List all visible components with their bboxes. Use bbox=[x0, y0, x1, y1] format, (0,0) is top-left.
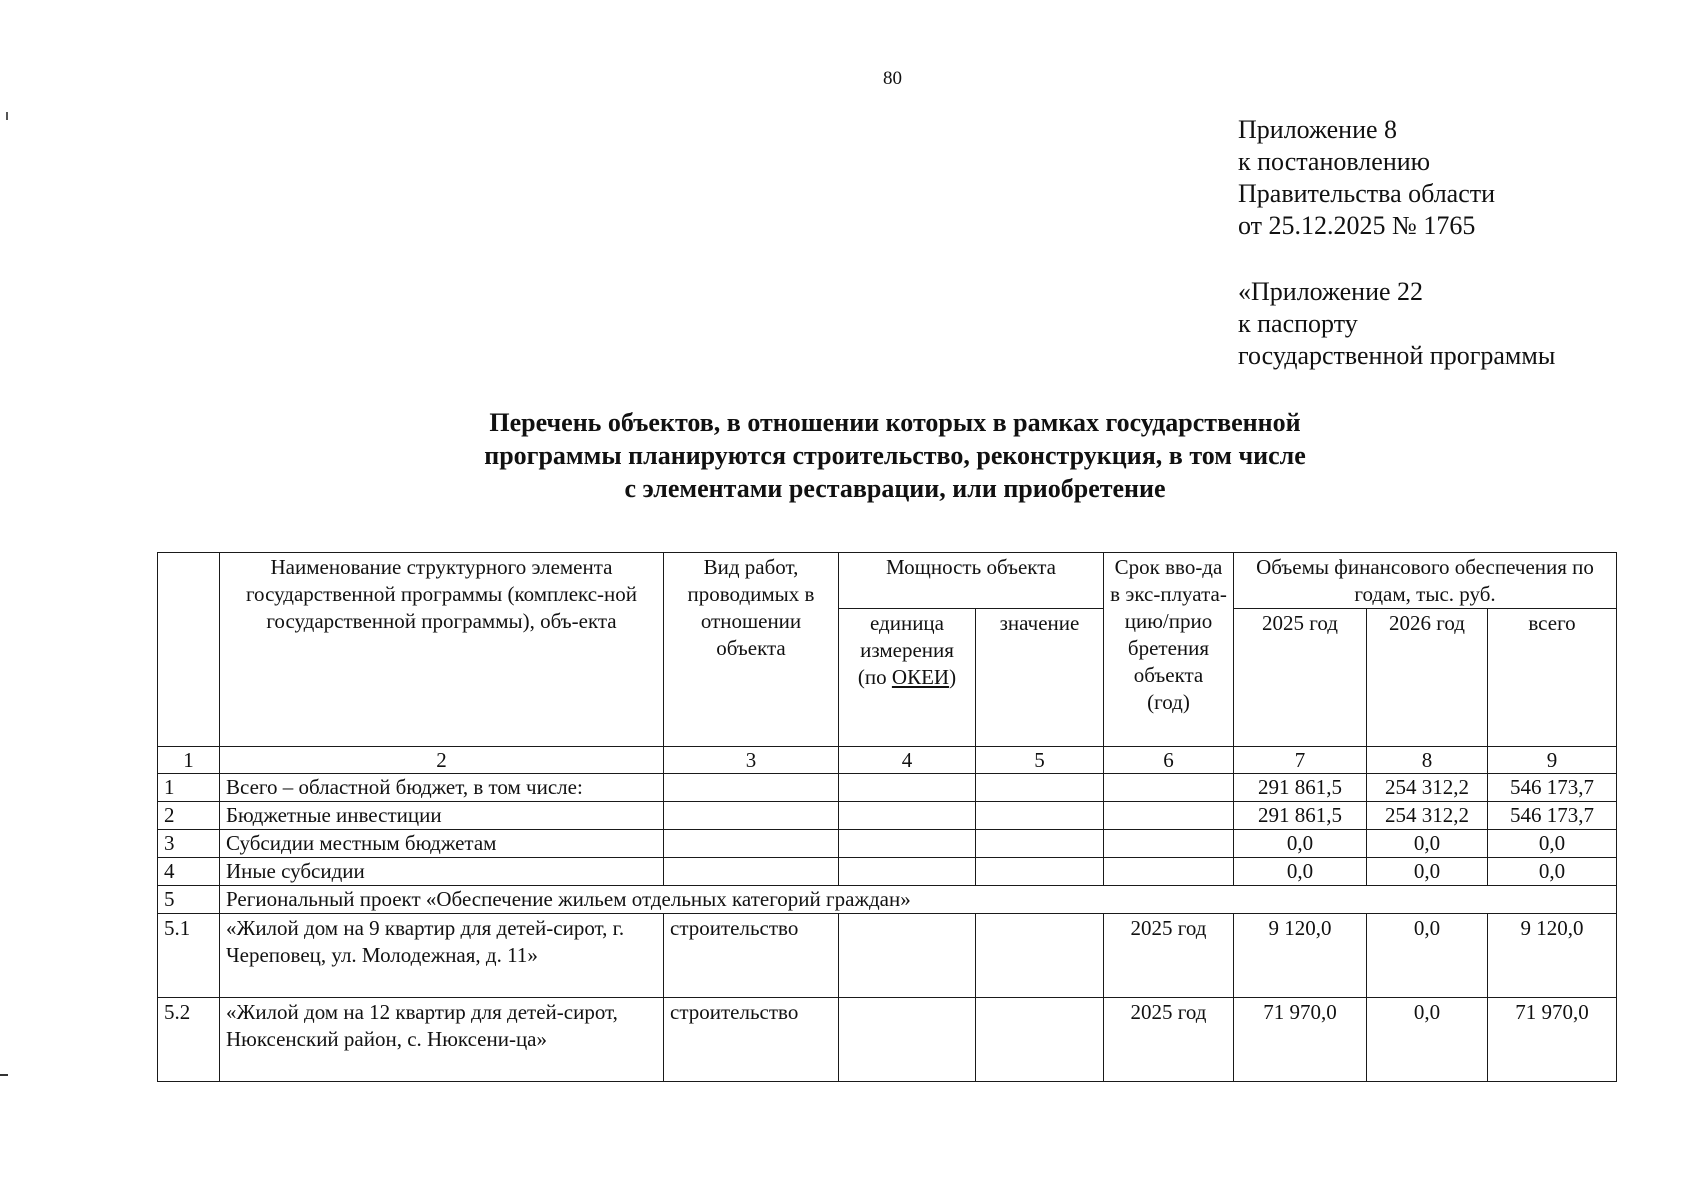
appendix-8-line: к постановлению bbox=[1238, 147, 1431, 176]
row-work bbox=[664, 802, 839, 830]
header-name: Наименование структурного элемента государственной программы (комплекс-ной государственной программы), объ-екта bbox=[220, 553, 664, 747]
row-2026: 254 312,2 bbox=[1367, 774, 1488, 802]
title-line: программы планируются строительство, реконструкция, в том числе bbox=[484, 441, 1306, 470]
header-row bbox=[158, 553, 1617, 609]
row-number: 4 bbox=[158, 858, 220, 886]
object-unit bbox=[839, 998, 976, 1082]
row-total: 546 173,7 bbox=[1488, 802, 1617, 830]
object-unit bbox=[839, 914, 976, 998]
row-value bbox=[976, 830, 1104, 858]
object-row bbox=[158, 998, 1617, 1082]
title-line: с элементами реставрации, или приобретение bbox=[624, 474, 1166, 503]
header-work-type: Вид работ, проводимых в отношении объекта bbox=[664, 553, 839, 747]
row-unit bbox=[839, 830, 976, 858]
appendix-8-date-line: от 25.12.2025 № 1765 bbox=[1238, 211, 1476, 240]
column-number: 3 bbox=[664, 747, 839, 774]
appendix-8-line: Правительства области bbox=[1238, 179, 1496, 208]
object-number: 5.1 bbox=[158, 914, 220, 998]
header-term: Срок вво-да в экс-плуата-цию/прио бретения объекта (год) bbox=[1104, 553, 1234, 747]
header-value: значение bbox=[976, 609, 1104, 747]
row-2025: 291 861,5 bbox=[1234, 802, 1367, 830]
column-number: 2 bbox=[220, 747, 664, 774]
row-total: 0,0 bbox=[1488, 830, 1617, 858]
column-number: 8 bbox=[1367, 747, 1488, 774]
object-value bbox=[976, 998, 1104, 1082]
object-name: «Жилой дом на 12 квартир для детей-сирот, Нюксенский район, с. Нюксени-ца» bbox=[220, 998, 664, 1082]
column-number: 9 bbox=[1488, 747, 1617, 774]
appendix-22-line: государственной программы bbox=[1238, 341, 1556, 370]
section-name: Региональный проект «Обеспечение жильем отдельных категорий граждан» bbox=[220, 886, 1617, 914]
object-row bbox=[158, 914, 1617, 998]
appendix-8-block bbox=[1238, 114, 1495, 242]
row-total: 546 173,7 bbox=[1488, 774, 1617, 802]
row-name: Всего – областной бюджет, в том числе: bbox=[220, 774, 664, 802]
table-row bbox=[158, 858, 1617, 886]
column-number-row bbox=[158, 747, 1617, 774]
title-line: Перечень объектов, в отношении которых в рамках государственной bbox=[489, 408, 1301, 437]
row-name: Иные субсидии bbox=[220, 858, 664, 886]
row-2026: 254 312,2 bbox=[1367, 802, 1488, 830]
row-2025: 0,0 bbox=[1234, 830, 1367, 858]
column-number: 6 bbox=[1104, 747, 1234, 774]
header-number bbox=[158, 553, 220, 747]
column-number: 4 bbox=[839, 747, 976, 774]
object-2026: 0,0 bbox=[1367, 998, 1488, 1082]
object-number: 5.2 bbox=[158, 998, 220, 1082]
okei-link[interactable]: ОКЕИ bbox=[891, 665, 950, 689]
row-number: 1 bbox=[158, 774, 220, 802]
row-term bbox=[1104, 774, 1234, 802]
object-term: 2025 год bbox=[1104, 914, 1234, 998]
header-2026: 2026 год bbox=[1367, 609, 1488, 747]
header-2025: 2025 год bbox=[1234, 609, 1367, 747]
row-2026: 0,0 bbox=[1367, 858, 1488, 886]
row-unit bbox=[839, 858, 976, 886]
scan-mark bbox=[0, 1074, 8, 1076]
header-unit bbox=[839, 609, 976, 747]
appendix-22-line: к паспорту bbox=[1238, 309, 1358, 338]
column-number: 1 bbox=[158, 747, 220, 774]
header-funding: Объемы финансового обеспечения по годам, тыс. руб. bbox=[1234, 553, 1617, 609]
row-2025: 0,0 bbox=[1234, 858, 1367, 886]
row-unit bbox=[839, 802, 976, 830]
object-2025: 9 120,0 bbox=[1234, 914, 1367, 998]
appendix-8-line: Приложение 8 bbox=[1238, 115, 1398, 144]
object-2026: 0,0 bbox=[1367, 914, 1488, 998]
object-2025: 71 970,0 bbox=[1234, 998, 1367, 1082]
object-total: 9 120,0 bbox=[1488, 914, 1617, 998]
object-work: строительство bbox=[664, 914, 839, 998]
row-2025: 291 861,5 bbox=[1234, 774, 1367, 802]
row-value bbox=[976, 802, 1104, 830]
row-work bbox=[664, 858, 839, 886]
row-number: 3 bbox=[158, 830, 220, 858]
row-term bbox=[1104, 802, 1234, 830]
row-work bbox=[664, 830, 839, 858]
document-title bbox=[380, 406, 1410, 505]
table-row bbox=[158, 774, 1617, 802]
table-row bbox=[158, 802, 1617, 830]
unit-prefix: единица измерения (по bbox=[857, 611, 954, 689]
scan-mark bbox=[6, 112, 8, 120]
section-number: 5 bbox=[158, 886, 220, 914]
row-total: 0,0 bbox=[1488, 858, 1617, 886]
page-number: 80 bbox=[883, 68, 902, 89]
appendix-22-block bbox=[1238, 276, 1555, 372]
row-term bbox=[1104, 830, 1234, 858]
object-name: «Жилой дом на 9 квартир для детей-сирот, г. Череповец, ул. Молодежная, д. 11» bbox=[220, 914, 664, 998]
row-term bbox=[1104, 858, 1234, 886]
row-value bbox=[976, 774, 1104, 802]
table-row bbox=[158, 830, 1617, 858]
objects-table bbox=[157, 552, 1617, 1082]
row-number: 2 bbox=[158, 802, 220, 830]
appendix-22-line: «Приложение 22 bbox=[1238, 277, 1424, 306]
header-capacity: Мощность объекта bbox=[839, 553, 1104, 609]
row-unit bbox=[839, 774, 976, 802]
column-number: 7 bbox=[1234, 747, 1367, 774]
object-work: строительство bbox=[664, 998, 839, 1082]
section-row bbox=[158, 886, 1617, 914]
object-value bbox=[976, 914, 1104, 998]
unit-suffix: ) bbox=[949, 665, 957, 689]
row-work bbox=[664, 774, 839, 802]
object-term: 2025 год bbox=[1104, 998, 1234, 1082]
row-name: Субсидии местным бюджетам bbox=[220, 830, 664, 858]
row-name: Бюджетные инвестиции bbox=[220, 802, 664, 830]
row-2026: 0,0 bbox=[1367, 830, 1488, 858]
row-value bbox=[976, 858, 1104, 886]
header-total: всего bbox=[1488, 609, 1617, 747]
object-total: 71 970,0 bbox=[1488, 998, 1617, 1082]
column-number: 5 bbox=[976, 747, 1104, 774]
